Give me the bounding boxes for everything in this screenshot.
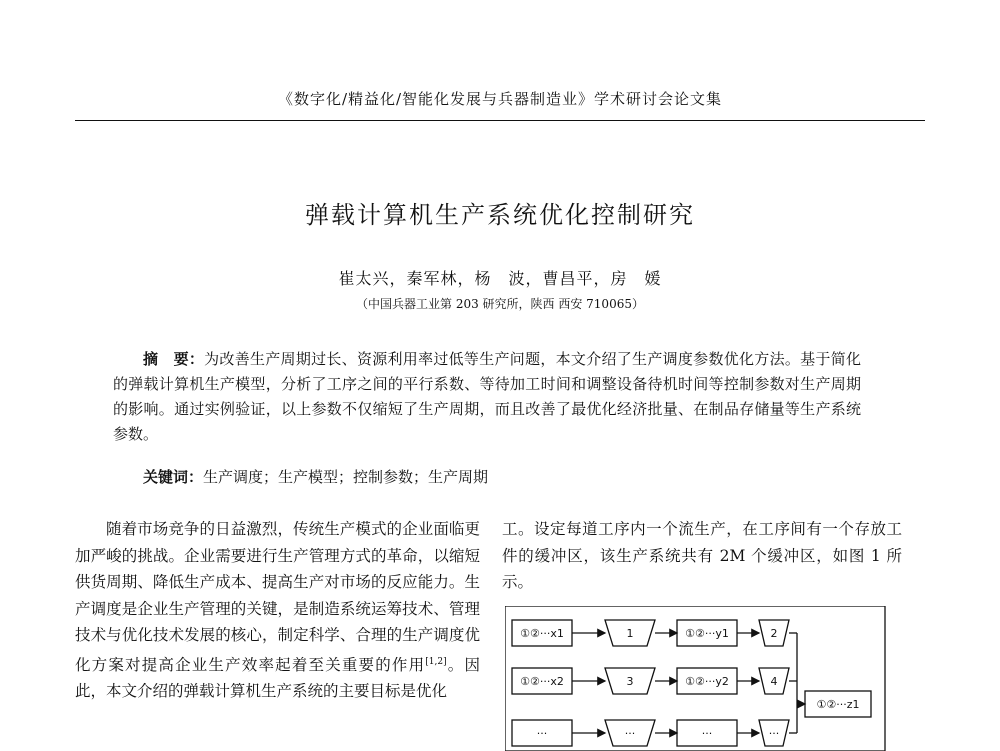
queue-label-x1: ①②···x1 (520, 627, 564, 640)
queue-label-ellipsis: ··· (536, 727, 548, 740)
keywords-text: 生产调度；生产模型；控制参数；生产周期 (203, 468, 489, 486)
queue-label-y1: ①②···y1 (685, 627, 729, 640)
body-left-tail: 。因此，本文介绍的弹载计算机生产系统的主要目标是优化 (75, 655, 480, 701)
abstract (113, 347, 861, 447)
body-column-right: 工。设定每道工序内一个流生产，在工序间有一个存放工件的缓冲区，该生产系统共有 2M 个缓冲区，如图 1 所示。 (502, 520, 902, 591)
queue-label-x2: ①②···x2 (520, 675, 564, 688)
queue-label-z1: ①②···z1 (816, 698, 860, 711)
conference-header: 《数字化/精益化/智能化发展与兵器制造业》学术研讨会论文集 (277, 90, 723, 108)
step-label-4: 4 (770, 675, 778, 688)
paper-title: 弹载计算机生产系统优化控制研究 (305, 201, 695, 229)
step-label-ellipsis-2: ··· (768, 727, 780, 740)
keywords-label: 关键词： (143, 468, 204, 486)
keywords (113, 465, 861, 490)
abstract-label: 摘 要： (143, 350, 205, 368)
step-label-ellipsis: ··· (624, 727, 636, 740)
citation-ref: [1,2] (425, 656, 447, 667)
queue-label-ellipsis-2: ··· (701, 727, 713, 740)
step-label-2: 2 (770, 627, 778, 640)
step-label-3: 3 (626, 675, 634, 688)
body-column-left (75, 516, 480, 705)
figure-1-production-diagram (505, 606, 905, 751)
affiliation: （中国兵器工业第 203 研究所，陕西 西安 710065） (356, 297, 644, 311)
header-rule (75, 120, 925, 121)
queue-label-y2: ①②···y2 (685, 675, 729, 688)
author-list: 崔太兴，秦军林，杨 波，曹昌平，房 媛 (338, 269, 662, 288)
abstract-text: 为改善生产周期过长、资源利用率过低等生产问题，本文介绍了生产调度参数优化方法。基于简化的弹载计算机生产模型，分析了工序之间的平行系数、等待加工时间和调整设备待机时间等控制参数对生产周期的影响。通过实例验证，以上参数不仅缩短了生产周期，而且改善了最优化经济批量、在制品存储量等生产系统参数。 (113, 350, 861, 443)
body-left-text: 随着市场竞争的日益激烈，传统生产模式的企业面临更加严峻的挑战。企业需要进行生产管理方式的革命，以缩短供货周期、降低生产成本、提高生产对市场的反应能力。生产调度是企业生产管理的关键，是制造系统运筹技术、管理技术与优化技术发展的核心，制定科学、合理的生产调度优化方案对提高企业生产效率起着至关重要的作用 (75, 520, 480, 674)
step-label-1: 1 (626, 627, 634, 640)
